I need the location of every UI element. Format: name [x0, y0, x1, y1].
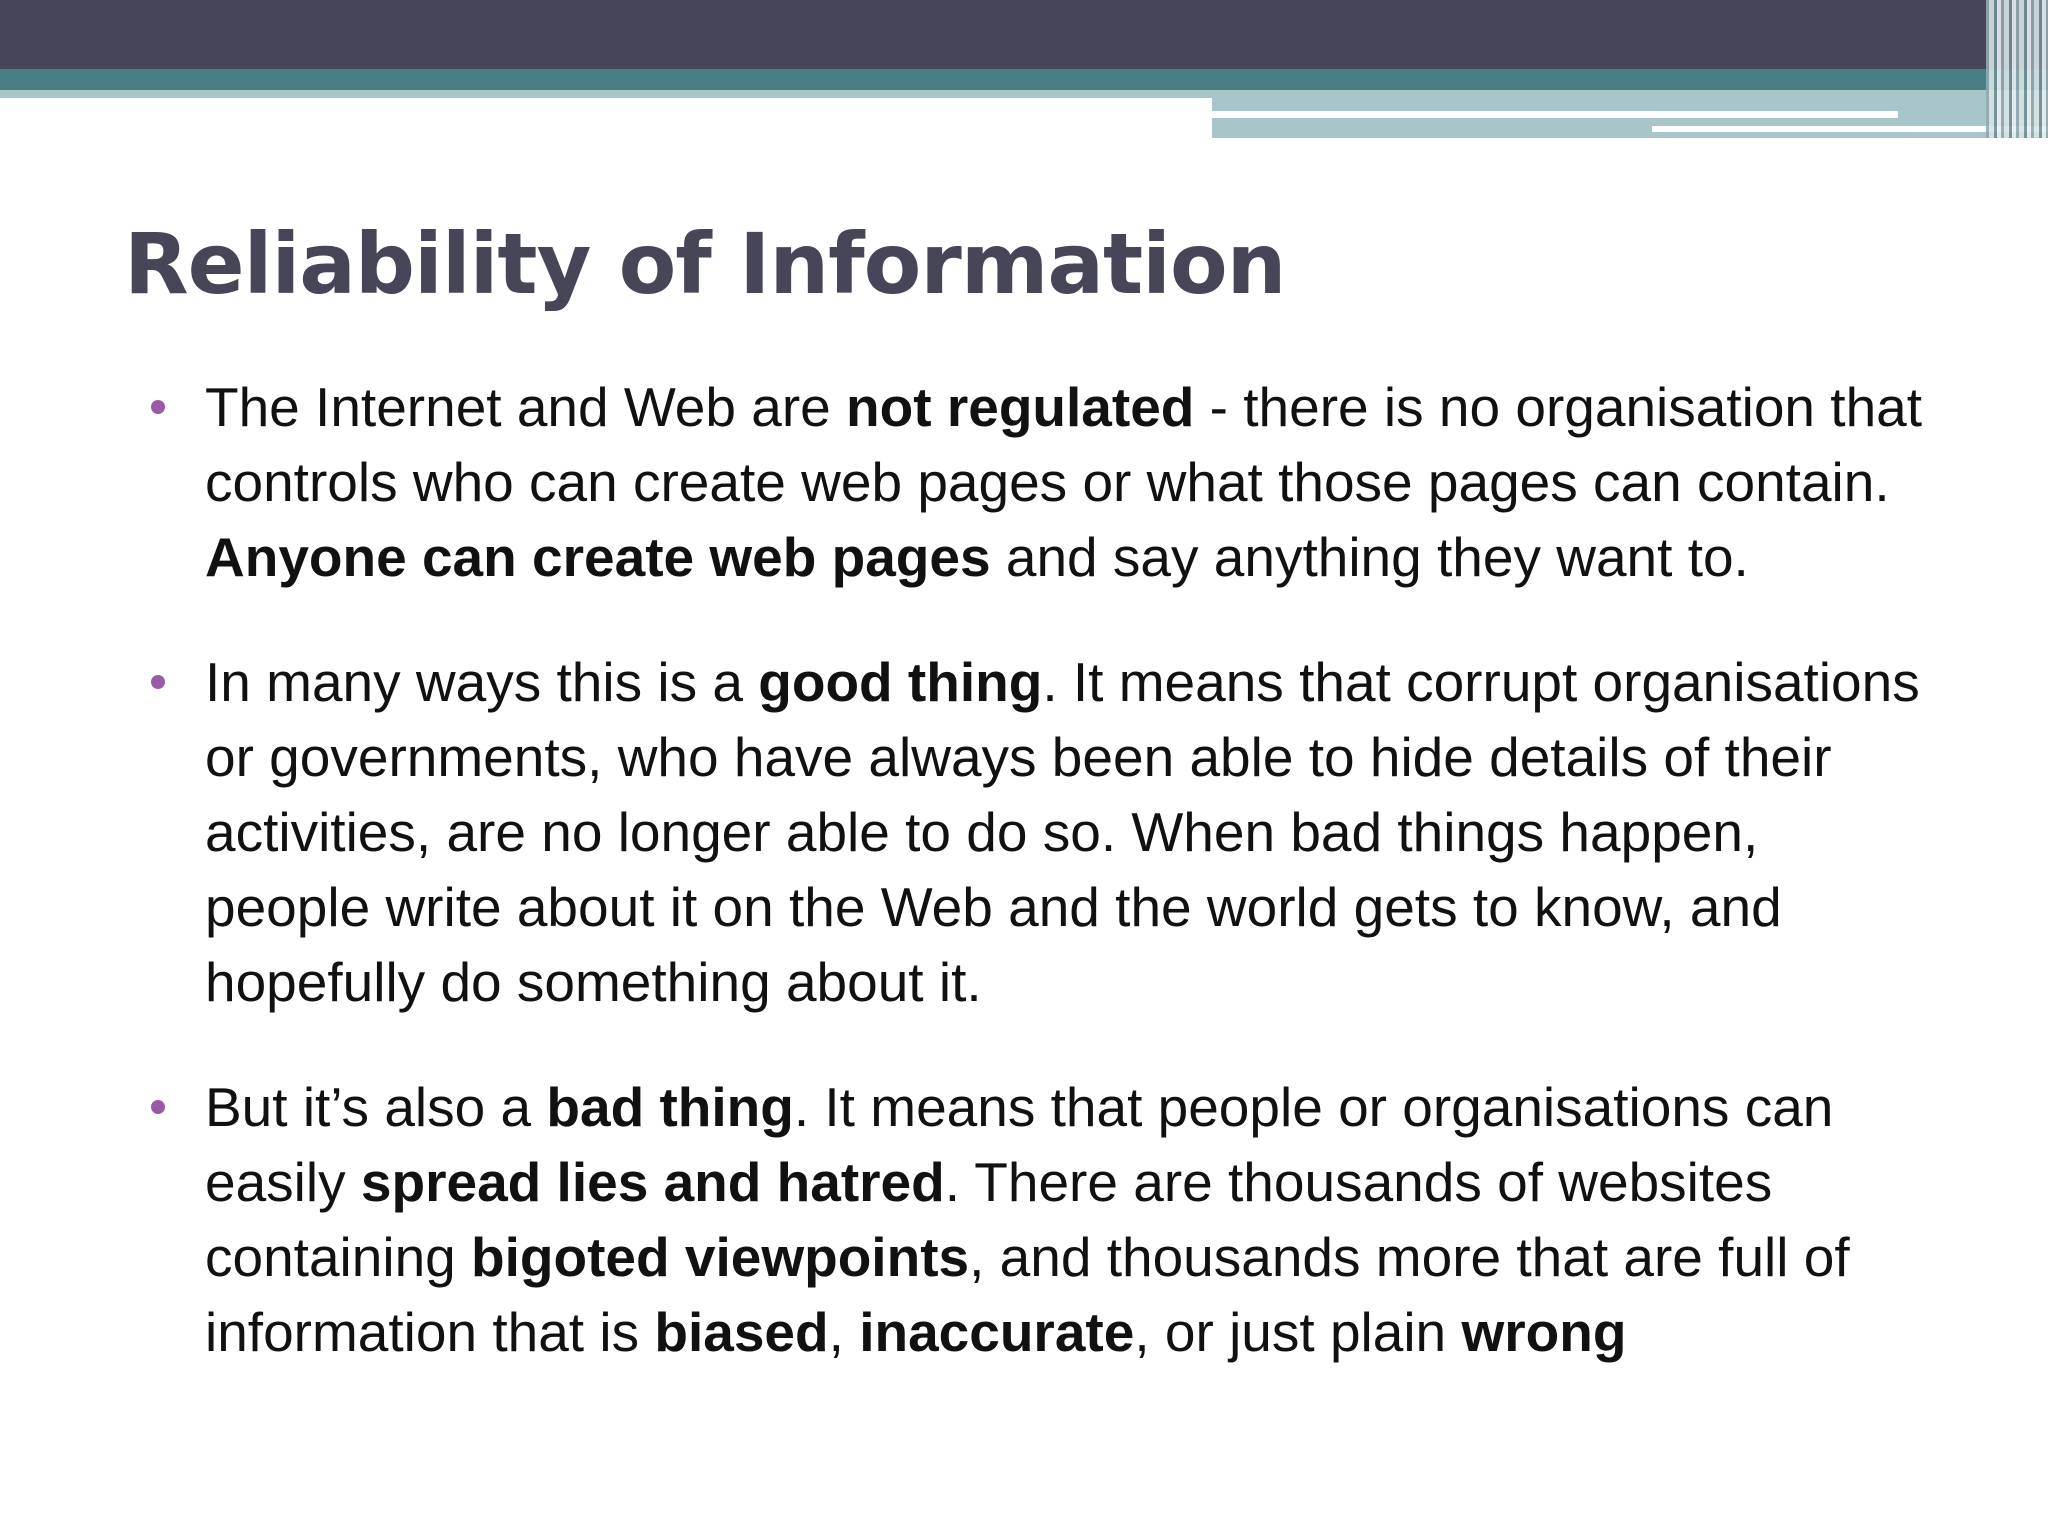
- bullet-emphasis: spread lies and hatred: [360, 1151, 945, 1213]
- bullet-segment: , or just plain: [1134, 1301, 1462, 1363]
- bullet-emphasis: biased: [654, 1301, 829, 1363]
- bullet-emphasis: bigoted viewpoints: [471, 1226, 970, 1288]
- header-teal-band: [0, 69, 2048, 90]
- bullet-dot-icon: [151, 400, 165, 414]
- header-dark-band: [0, 0, 2048, 69]
- bullet-item: [145, 645, 1935, 1020]
- bullet-segment: The Internet and Web are: [205, 376, 847, 438]
- bullet-segment: and say anything they want to.: [990, 526, 1749, 588]
- bullet-segment: , and thousands more that are full of information that is: [205, 1226, 1850, 1363]
- bullet-segment: . There are thousands of websites containing: [205, 1151, 1773, 1288]
- bullet-item: [145, 1070, 1935, 1370]
- bullet-text: [205, 1076, 1850, 1363]
- bullet-list: [145, 370, 1935, 1370]
- header-stripes: [1986, 0, 2048, 138]
- bullet-text: [205, 651, 1920, 1013]
- bullet-segment: In many ways this is a: [205, 651, 759, 713]
- slide-title: Reliability of Information: [124, 215, 1286, 313]
- bullet-segment: - there is no organisation that controls who can create web pages or what those pages can contain.: [205, 376, 1923, 513]
- bullet-dot-icon: [151, 675, 165, 689]
- bullet-segment: . It means that corrupt organisations or governments, who have always been able to hide details of their activities, are no longer able to do so. When bad things happen, people write about it on the Web and the world gets to know, and hopefully do something about it.: [205, 651, 1920, 1013]
- header-white-line: [1212, 111, 1898, 118]
- bullet-dot-icon: [151, 1100, 165, 1114]
- bullet-segment: . It means that people or organisations can easily: [205, 1076, 1834, 1213]
- bullet-emphasis: Anyone can create web pages: [205, 526, 991, 588]
- bullet-segment: ,: [828, 1301, 860, 1363]
- bullet-emphasis: good thing: [758, 651, 1043, 713]
- bullet-emphasis: wrong: [1461, 1301, 1627, 1363]
- bullet-item: [145, 370, 1935, 595]
- bullet-emphasis: not regulated: [846, 376, 1195, 438]
- bullet-emphasis: inaccurate: [859, 1301, 1135, 1363]
- bullet-segment: But it’s also a: [205, 1076, 547, 1138]
- header-light-band-left: [0, 90, 1212, 98]
- bullet-emphasis: bad thing: [546, 1076, 794, 1138]
- bullet-text: [205, 376, 1922, 588]
